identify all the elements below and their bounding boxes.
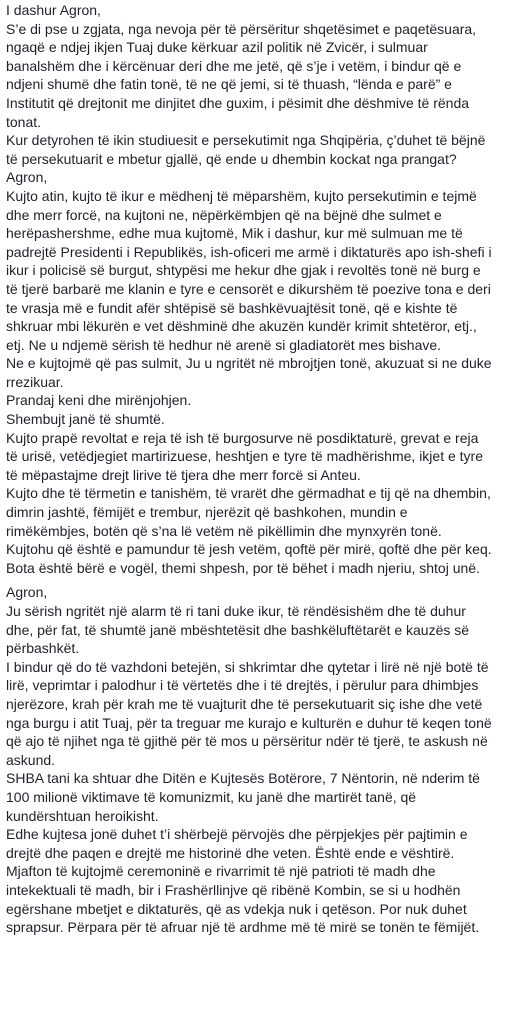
paragraph: Kujto prapë revoltat e reja të ish të burgosurve në posdiktaturë, grevat e reja të urisë, vetëdjegiet martirizuese, heshtjen e tyre të madhërishme, ikjet e tyre të mëpastajme drejt lirive të tjera dhe merr forcë si Anteu.	[6, 429, 483, 483]
paragraph: Ju sërish ngritët një alarm të ri tani duke ikur, të rëndësishëm dhe të duhur dhe, për fat, të shumtë janë mbështetësit dhe bashkëluftëtarët e kauzës së përbashkët.	[6, 603, 470, 657]
greeting: I dashur Agron,	[6, 2, 101, 18]
paragraph: Kur detyrohen të ikin studiuesit e persekutimit nga Shqipëria, ç’duhet të bëjnë të persekutuarit e mbetur gjallë, që ende u dhembin kockat nga prangat?	[6, 132, 486, 167]
paragraph: S’e di pse u zgjata, nga nevoja për të përsëritur shqetësimet e paqetësuara, ngaqë e ndjej ikjen Tuaj duke kërkuar azil politik në Zvicër, i sulmuar banalshëm dhe i kërcënuar deri dhe me jetë, që s’je i vetëm, i bindur që e ndjeni shumë dhe fatin tonë, të ne që jemi, si të thuash, “lënda e parë” e Institutit që drejtonit me dinjitet dhe guxim, i pësimit dhe dëshmive të rënda tonat.	[6, 20, 477, 130]
paragraph: Mjafton të kujtojmë ceremoninë e rivarrimit të një patrioti të madh dhe intekektuali të madh, bir i Frashërllinjve që ribënë Kombin, se si u hodhën egërshane mbetjet e diktaturës, që as vdekja nuk i qetëson. Por nuk duhet sprapsur. Përpara për të afruar një të ardhme më të mirë se tonën te fëmijët.	[6, 863, 480, 936]
paragraph: Shembujt janë të shumtë.	[6, 411, 165, 428]
paragraph: SHBA tani ka shtuar dhe Ditën e Kujtesës Botërore, 7 Nëntorin, në nderim të 100 milionë viktimave të komunizmit, ku janë dhe martirët tanë, që kundërshtuan heroikisht.	[6, 770, 480, 824]
paragraph: Edhe kujtesa jonë duhet t’i shërbejë përvojës dhe përpjekjes për pajtimin e drejtë dhe paqen e drejtë me historinë dhe veten. Është ende e vështirë.	[6, 826, 468, 861]
paragraph: Kujto atin, kujto të ikur e mëdhenj të mëparshëm, kujto persekutimin e tejmë dhe merr forcë, na kujtoni ne, nëpërkëmbjen që na bëjnë dhe sulmet e herëpashershme, edhe mua kujtomë, Mik i dashur, kur më sulmuan me të padrejtë Presidenti i Republikës, ish-oficeri me armë i diktaturës apo ish-shefi i ikur i policisë së burgut, shtypësi me hekur dhe gjak i revoltës tonë në burg e të tjerë barbarë me klanin e tyre e censorët e dikurshëm të poezive tona e deri te vrasja më e fundit afër shtëpisë së bashkëvuajtësit tonë, që e kishte të shkruar mbi lëkurën e vet dëshminë dhe akuzën kundër krimit shtetëror, etj., etj. Ne u ndjemë sërish të hedhur në arenë si gladiatorët mes bishave.	[6, 187, 492, 353]
paragraph: Ne e kujtojmë që pas sulmit, Ju u ngritët në mbrojtjen tonë, akuzuat si ne duke rrezikuar.	[6, 355, 492, 390]
paragraph: I bindur që do të vazhdoni betejën, si shkrimtar dhe qytetar i lirë në një botë të lirë, veprimtar i palodhur i të vërtetës dhe i të drejtës, i përulur para dhimbjes njerëzore, krah për krah me të vuajturit dhe të persekutuarit siç ishe dhe vetë nga burgu i atit Tuaj, për ta treguar me kurajo e kulturën e duhur të keqen tonë që ajo të njihet nga të gjithë për të mos u përsëritur ndër të tjerë, te askush në askund.	[6, 658, 492, 768]
paragraph: Kujto dhe të tërmetin e tanishëm, të vrarët dhe gërmadhat e tij që na dhembin, dimrin jashtë, fëmijët e trembur, njerëzit që bashkohen, mundin e rimëkëmbjes, botën që s’na lë vetëm në pikëllimin dhe mynxyrën tonë.	[6, 485, 491, 539]
salutation: Agron,	[6, 169, 48, 186]
paragraph: Prandaj keni dhe mirënjohjen.	[6, 392, 192, 409]
salutation: Agron,	[6, 584, 48, 601]
paragraph: Bota është bërë e vogël, themi shpesh, por të bëhet i madh njeriu, shtoj unë.	[6, 559, 480, 576]
paragraph: Kujtohu që është e pamundur të jesh vetëm, qoftë për mirë, qoftë dhe për keq.	[6, 541, 492, 558]
